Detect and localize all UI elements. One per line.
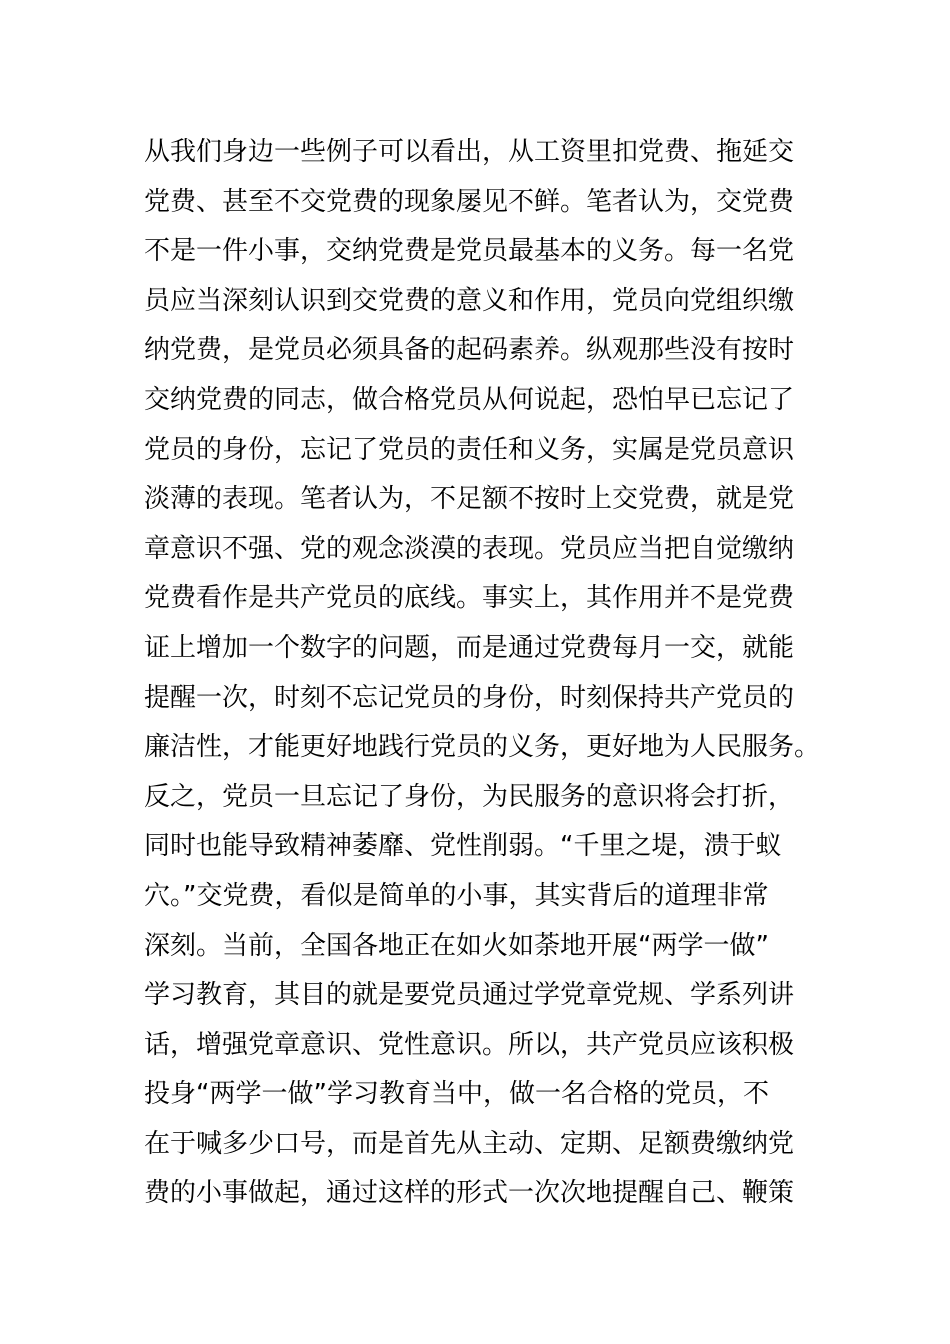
text-line: 证上增加一个数字的问题，而是通过党费每月一交，就能 [144, 632, 795, 663]
text-line: 同时也能导致精神萎靡、党性削弱。“千里之堤，溃于蚁 [144, 831, 782, 862]
text-line: 深刻。当前，全国各地正在如火如荼地开展“两学一做” [144, 930, 769, 961]
text-line: 费的小事做起，通过这样的形式一次次地提醒自己、鞭策 [144, 1178, 795, 1209]
text-line: 员应当深刻认识到交党费的意义和作用，党员向党组织缴 [144, 285, 795, 316]
text-line: 淡薄的表现。笔者认为，不足额不按时上交党费，就是党 [144, 484, 795, 515]
text-line: 提醒一次，时刻不忘记党员的身份，时刻保持共产党员的 [144, 682, 795, 713]
text-line: 廉洁性，才能更好地践行党员的义务，更好地为人民服务。 [144, 732, 821, 763]
text-line: 反之，党员一旦忘记了身份，为民服务的意识将会打折， [144, 781, 795, 812]
text-line: 不是一件小事，交纳党费是党员最基本的义务。每一名党 [144, 236, 795, 267]
text-line: 学习教育，其目的就是要党员通过学党章党规、学系列讲 [144, 980, 795, 1011]
text-line: 从我们身边一些例子可以看出，从工资里扣党费、拖延交 [144, 137, 795, 167]
text-line: 章意识不强、党的观念淡漠的表现。党员应当把自觉缴纳 [144, 533, 795, 564]
text-line: 纳党费，是党员必须具备的起码素养。纵观那些没有按时 [144, 335, 795, 366]
text-line: 党费、甚至不交党费的现象屡见不鲜。笔者认为，交党费 [144, 186, 795, 217]
text-line: 党费看作是共产党员的底线。事实上，其作用并不是党费 [144, 583, 795, 614]
text-line: 话，增强党章意识、党性意识。所以，共产党员应该积极 [144, 1029, 795, 1060]
text-line: 穴。”交党费，看似是简单的小事，其实背后的道理非常 [144, 880, 769, 911]
text-line: 在于喊多少口号，而是首先从主动、定期、足额费缴纳党 [144, 1128, 795, 1159]
text-line: 投身“两学一做”学习教育当中，做一名合格的党员，不 [144, 1079, 769, 1110]
text-line: 党员的身份，忘记了党员的责任和义务，实属是党员意识 [144, 434, 795, 465]
body-paragraph [144, 128, 824, 1219]
text-line: 交纳党费的同志，做合格党员从何说起，恐怕早已忘记了 [144, 384, 795, 415]
